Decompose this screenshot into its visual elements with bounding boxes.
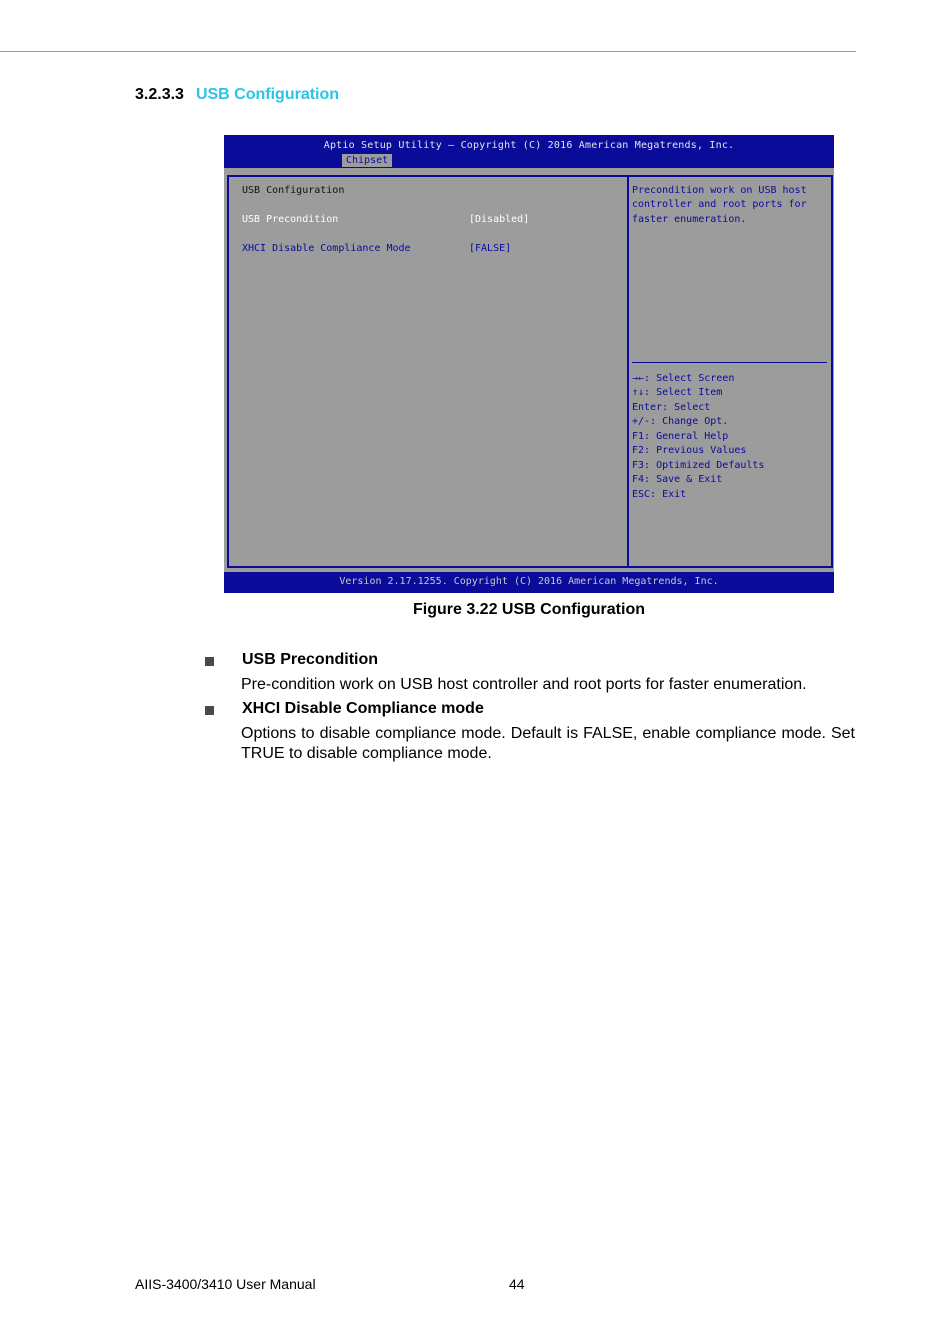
bios-screenshot (224, 135, 834, 593)
tab-chipset[interactable]: Chipset (342, 154, 392, 167)
bios-header-title: Aptio Setup Utility – Copyright (C) 2016 American Megatrends, Inc. (323, 140, 735, 151)
item-text-usb-precondition: Pre-condition work on USB host controller and root ports for faster enumeration. (241, 676, 807, 693)
key-help-line: ↑↓: Select Item (632, 387, 723, 398)
bullet-square-icon (205, 706, 214, 715)
section-number: 3.2.3.3 (135, 86, 184, 103)
item-title-usb-precondition: USB Precondition (242, 651, 379, 668)
bios-header-bar (224, 135, 834, 168)
bios-help-divider (632, 362, 827, 363)
header-rule (0, 51, 856, 52)
option-xhci-compliance-value[interactable]: [FALSE] (469, 243, 512, 254)
help-line: faster enumeration. (632, 214, 747, 225)
page-number: 44 (509, 1276, 525, 1292)
key-help-line: ESC: Exit (632, 489, 687, 500)
bullet-square-icon (205, 657, 214, 666)
item-title-xhci-compliance: XHCI Disable Compliance mode (242, 700, 484, 717)
bios-panel-divider (627, 175, 629, 568)
section-title: USB Configuration (195, 86, 340, 103)
manual-name: AIIS-3400/3410 User Manual (135, 1276, 316, 1292)
key-help-line: F4: Save & Exit (632, 474, 723, 485)
help-line: controller and root ports for (632, 199, 807, 210)
key-help-line: +/-: Change Opt. (632, 416, 729, 427)
bios-main-frame (227, 175, 833, 568)
option-xhci-compliance-label[interactable]: XHCI Disable Compliance Mode (242, 243, 411, 254)
figure-caption: Figure 3.22 USB Configuration (412, 601, 645, 618)
item-text-xhci-compliance: Options to disable compliance mode. Default is FALSE, enable compliance mode. Set TRUE to disable compliance mode. (241, 725, 855, 762)
section-heading (135, 86, 339, 104)
key-help-line: F3: Optimized Defaults (632, 460, 765, 471)
bios-page-title: USB Configuration (242, 185, 345, 196)
key-help-line: →←: Select Screen (632, 373, 735, 384)
key-help-line: F1: General Help (632, 431, 729, 442)
option-usb-precondition-value[interactable]: [Disabled] (469, 214, 530, 225)
bios-footer-text: Version 2.17.1255. Copyright (C) 2016 American Megatrends, Inc. (339, 576, 719, 587)
key-help-line: F2: Previous Values (632, 445, 747, 456)
key-help-line: Enter: Select (632, 402, 711, 413)
bios-footer-bar (224, 572, 834, 593)
option-usb-precondition-label[interactable]: USB Precondition (242, 214, 339, 225)
help-line: Precondition work on USB host (632, 185, 807, 196)
